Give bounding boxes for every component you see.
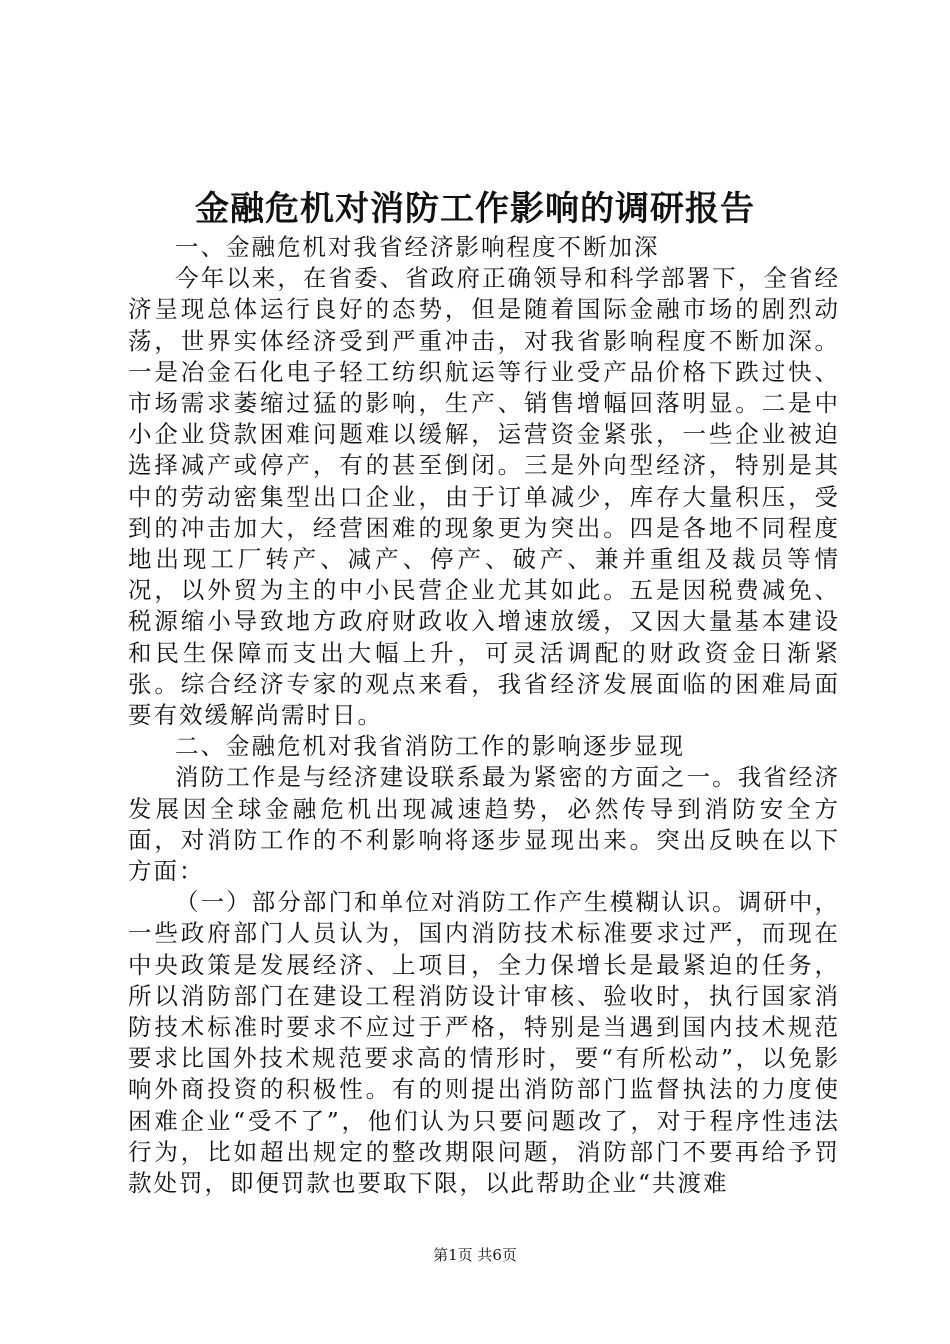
paragraph-1: 今年以来，在省委、省政府正确领导和科学部署下，全省经济呈现总体运行良好的态势，但是随着国际金融市场的剧烈动荡，世界实体经济受到严重冲击，对我省影响程度不断加深。一是冶金石化电子轻工纺织航运等行业受产品价格下跌过快、市场需求萎缩过猛的影响，生产、销售增幅回落明显。二是中小企业贷款困难问题难以缓解，运营资金紧张，一些企业被迫选择减产或停产，有的甚至倒闭。三是外向型经济，特别是其中的劳动密集型出口企业，由于订单减少，库存大量积压，受到的冲击加大，经营困难的现象更为突出。四是各地不同程度地出现工厂转产、减产、停产、破产、兼并重组及裁员等情况，以外贸为主的中小民营企业尤其如此。五是因税费减免、税源缩小导致地方政府财政收入增速放缓，又因大量基本建设和民生保障而支出大幅上升，可灵活调配的财政资金日渐紧张。综合经济专家的观点来看，我省经济发展面临的困难局面要有效缓解尚需时日。 <box>128 264 840 730</box>
page-number-footer: 第1页 共6页 <box>433 1246 517 1264</box>
document-body <box>128 232 840 1199</box>
section-heading-2: 二、金融危机对我省消防工作的影响逐步显现 <box>175 732 685 761</box>
paragraph-2: 消防工作是与经济建设联系最为紧密的方面之一。我省经济发展因全球金融危机出现减速趋势，必然传导到消防安全方面，对消防工作的不利影响将逐步显现出来。突出反映在以下方面： <box>128 763 840 886</box>
paragraph-3: （一）部分部门和单位对消防工作产生模糊认识。调研中，一些政府部门人员认为，国内消防技术标准要求过严，而现在中央政策是发展经济、上项目，全力保增长是最紧迫的任务，所以消防部门在建设工程消防设计审核、验收时，执行国家消防技术标准时要求不应过于严格，特别是当遇到国内技术规范要求比国外技术规范要求高的情形时，要“有所松动”，以免影响外商投资的积极性。有的则提出消防部门监督执法的力度使困难企业“受不了”，他们认为只要问题改了，对于程序性违法行为，比如超出规定的整改期限问题，消防部门不要再给予罚款处罚，即便罚款也要取下限，以此帮助企业“共渡难 <box>128 888 840 1198</box>
document-title: 金融危机对消防工作影响的调研报告 <box>195 189 755 229</box>
section-heading-1: 一、金融危机对我省经济影响程度不断加深 <box>175 233 660 261</box>
